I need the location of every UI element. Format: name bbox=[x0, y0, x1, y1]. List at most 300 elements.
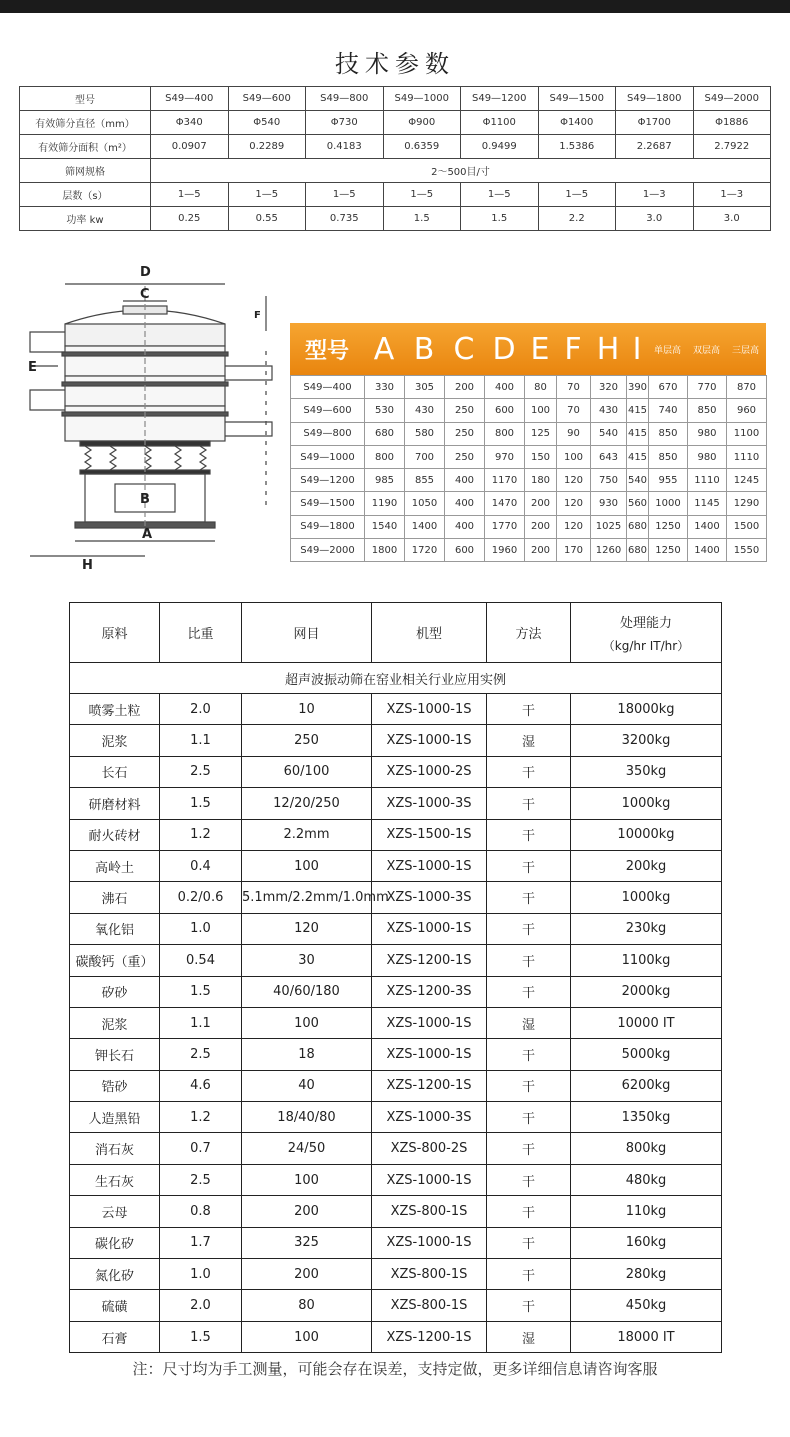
application-cell: 干 bbox=[487, 819, 571, 850]
application-row bbox=[70, 1133, 722, 1164]
dim-cell: 800 bbox=[485, 422, 525, 445]
spec-cell: 0.9499 bbox=[461, 135, 539, 159]
header-capacity-unit: （kg/hr IT/hr） bbox=[602, 638, 690, 653]
application-cell: XZS-1000-1S bbox=[372, 1227, 487, 1258]
spec-cell: Φ1886 bbox=[693, 111, 771, 135]
application-cell: 1.5 bbox=[160, 1321, 242, 1352]
application-cell: 干 bbox=[487, 756, 571, 787]
application-cell: XZS-1500-1S bbox=[372, 819, 487, 850]
dim-cell: 980 bbox=[688, 422, 727, 445]
dim-row bbox=[291, 515, 767, 538]
application-cell: 12/20/250 bbox=[242, 788, 372, 819]
dim-cell: 1025 bbox=[591, 515, 627, 538]
application-cell: 干 bbox=[487, 1290, 571, 1321]
dim-cell: 1500 bbox=[727, 515, 767, 538]
spec-cell: 3.0 bbox=[693, 207, 771, 231]
application-cell: 200 bbox=[242, 1196, 372, 1227]
application-cell: 湿 bbox=[487, 1321, 571, 1352]
spec-cell: 1—3 bbox=[693, 183, 771, 207]
dim-row bbox=[291, 539, 767, 562]
dim-cell: 970 bbox=[485, 445, 525, 468]
spec-table bbox=[19, 86, 771, 231]
dim-cell: 850 bbox=[649, 445, 688, 468]
spec-row-label: 型号 bbox=[20, 87, 151, 111]
dim-cell: 870 bbox=[727, 376, 767, 399]
dim-cell: 1960 bbox=[485, 539, 525, 562]
spec-cell: S49—800 bbox=[306, 87, 384, 111]
application-cell: XZS-1000-1S bbox=[372, 694, 487, 725]
application-cell: 2.5 bbox=[160, 1039, 242, 1070]
application-cell: XZS-1200-1S bbox=[372, 945, 487, 976]
application-cell: 0.2/0.6 bbox=[160, 882, 242, 913]
dim-cell: 670 bbox=[649, 376, 688, 399]
application-row bbox=[70, 694, 722, 725]
diagram-label-b: B bbox=[140, 492, 150, 507]
application-table-subtitle: 超声波振动筛在窑业相关行业应用实例 bbox=[70, 663, 722, 694]
spec-cell: Φ1100 bbox=[461, 111, 539, 135]
dim-cell: 100 bbox=[557, 445, 591, 468]
application-cell: 2.2mm bbox=[242, 819, 372, 850]
application-cell: XZS-1000-3S bbox=[372, 1102, 487, 1133]
application-cell: 3200kg bbox=[571, 725, 722, 756]
application-cell: 230kg bbox=[571, 913, 722, 944]
application-cell: 100 bbox=[242, 850, 372, 881]
application-cell: 60/100 bbox=[242, 756, 372, 787]
dim-header-f: F bbox=[564, 331, 582, 367]
application-cell: 干 bbox=[487, 1133, 571, 1164]
application-cell: 干 bbox=[487, 1259, 571, 1290]
application-cell: 10 bbox=[242, 694, 372, 725]
spec-cell: 0.735 bbox=[306, 207, 384, 231]
spec-cell: 1—5 bbox=[461, 183, 539, 207]
application-cell: 湿 bbox=[487, 1007, 571, 1038]
application-row bbox=[70, 1070, 722, 1101]
dim-cell: 680 bbox=[365, 422, 405, 445]
application-cell: 2.0 bbox=[160, 1290, 242, 1321]
dim-cell: 1145 bbox=[688, 492, 727, 515]
dim-cell: 415 bbox=[627, 445, 649, 468]
dim-cell: 850 bbox=[649, 422, 688, 445]
spec-row bbox=[20, 111, 771, 135]
application-cell: 锆砂 bbox=[70, 1070, 160, 1101]
application-cell: 硫磺 bbox=[70, 1290, 160, 1321]
application-cell: 10000kg bbox=[571, 819, 722, 850]
dim-cell: 200 bbox=[525, 539, 557, 562]
application-cell: 200 bbox=[242, 1259, 372, 1290]
dimension-table-header bbox=[290, 323, 766, 375]
application-cell: 1.7 bbox=[160, 1227, 242, 1258]
application-row bbox=[70, 788, 722, 819]
dim-header-a: A bbox=[373, 331, 395, 367]
dim-cell: 250 bbox=[445, 422, 485, 445]
dim-cell: 1400 bbox=[688, 515, 727, 538]
dim-cell: 1170 bbox=[485, 469, 525, 492]
application-cell: 1.0 bbox=[160, 913, 242, 944]
dim-cell: 1260 bbox=[591, 539, 627, 562]
spec-cell: 1.5 bbox=[461, 207, 539, 231]
application-cell: XZS-1000-3S bbox=[372, 882, 487, 913]
spec-cell: 1—5 bbox=[306, 183, 384, 207]
dim-header-c: C bbox=[453, 331, 475, 367]
dim-cell: 430 bbox=[591, 399, 627, 422]
dim-cell: 985 bbox=[365, 469, 405, 492]
application-cell: 24/50 bbox=[242, 1133, 372, 1164]
spec-cell: 3.0 bbox=[616, 207, 694, 231]
application-cell: 18000kg bbox=[571, 694, 722, 725]
application-cell: 100 bbox=[242, 1164, 372, 1195]
application-cell: 5.1mm/2.2mm/1.0mm bbox=[242, 882, 372, 913]
application-table bbox=[69, 602, 722, 1353]
application-cell: 30 bbox=[242, 945, 372, 976]
application-row bbox=[70, 756, 722, 787]
dim-cell: 680 bbox=[627, 539, 649, 562]
application-cell: 1.2 bbox=[160, 819, 242, 850]
application-cell: 0.54 bbox=[160, 945, 242, 976]
dim-row bbox=[291, 399, 767, 422]
spec-cell: 0.2289 bbox=[228, 135, 306, 159]
dim-cell: 770 bbox=[688, 376, 727, 399]
dim-cell: 170 bbox=[557, 539, 591, 562]
application-row bbox=[70, 819, 722, 850]
dim-cell: S49—1000 bbox=[291, 445, 365, 468]
dim-cell: 1720 bbox=[405, 539, 445, 562]
application-cell: 干 bbox=[487, 694, 571, 725]
header-density: 比重 bbox=[160, 603, 242, 663]
application-cell: 干 bbox=[487, 976, 571, 1007]
application-cell: 1.1 bbox=[160, 725, 242, 756]
application-cell: 1.5 bbox=[160, 788, 242, 819]
dim-cell: 1290 bbox=[727, 492, 767, 515]
application-cell: 干 bbox=[487, 788, 571, 819]
dim-cell: 1110 bbox=[727, 445, 767, 468]
application-cell: 云母 bbox=[70, 1196, 160, 1227]
dim-cell: 320 bbox=[591, 376, 627, 399]
dim-cell: 415 bbox=[627, 399, 649, 422]
application-cell: 18/40/80 bbox=[242, 1102, 372, 1133]
spec-cell: S49—2000 bbox=[693, 87, 771, 111]
application-cell: 110kg bbox=[571, 1196, 722, 1227]
dim-cell: 955 bbox=[649, 469, 688, 492]
dim-header-d: D bbox=[492, 331, 516, 367]
application-cell: 0.7 bbox=[160, 1133, 242, 1164]
application-cell: 沸石 bbox=[70, 882, 160, 913]
application-cell: 生石灰 bbox=[70, 1164, 160, 1195]
application-cell: 泥浆 bbox=[70, 1007, 160, 1038]
application-row bbox=[70, 1164, 722, 1195]
application-cell: 1000kg bbox=[571, 882, 722, 913]
application-cell: XZS-1000-1S bbox=[372, 1164, 487, 1195]
dim-cell: 1050 bbox=[405, 492, 445, 515]
dim-row bbox=[291, 445, 767, 468]
application-cell: 2.5 bbox=[160, 756, 242, 787]
spec-cell: 2.2 bbox=[538, 207, 616, 231]
application-cell: XZS-1200-3S bbox=[372, 976, 487, 1007]
application-cell: 0.4 bbox=[160, 850, 242, 881]
application-cell: 250 bbox=[242, 725, 372, 756]
application-cell: 矽砂 bbox=[70, 976, 160, 1007]
application-cell: 6200kg bbox=[571, 1070, 722, 1101]
application-cell: 80 bbox=[242, 1290, 372, 1321]
spec-cell: 1—3 bbox=[616, 183, 694, 207]
application-cell: XZS-1000-1S bbox=[372, 1007, 487, 1038]
application-table-subtitle-row bbox=[70, 663, 722, 694]
application-row bbox=[70, 1196, 722, 1227]
dim-header-height: 单层高 bbox=[653, 345, 681, 356]
application-cell: 120 bbox=[242, 913, 372, 944]
dim-cell: 750 bbox=[591, 469, 627, 492]
dim-cell: 1770 bbox=[485, 515, 525, 538]
dim-cell: 200 bbox=[525, 515, 557, 538]
header-model: 机型 bbox=[372, 603, 487, 663]
dim-cell: 400 bbox=[445, 515, 485, 538]
application-cell: 4.6 bbox=[160, 1070, 242, 1101]
dim-cell: 1550 bbox=[727, 539, 767, 562]
dim-cell: 250 bbox=[445, 445, 485, 468]
spec-row bbox=[20, 207, 771, 231]
dim-cell: 960 bbox=[727, 399, 767, 422]
application-cell: 2.5 bbox=[160, 1164, 242, 1195]
dim-cell: 540 bbox=[627, 469, 649, 492]
spec-row bbox=[20, 183, 771, 207]
application-row bbox=[70, 1259, 722, 1290]
application-cell: 干 bbox=[487, 945, 571, 976]
application-cell: XZS-1200-1S bbox=[372, 1321, 487, 1352]
diagram-label-f: F bbox=[254, 310, 261, 321]
dim-cell: 120 bbox=[557, 469, 591, 492]
application-cell: 干 bbox=[487, 1227, 571, 1258]
header-capacity-label: 处理能力 bbox=[619, 615, 672, 631]
dim-cell: 600 bbox=[445, 539, 485, 562]
application-cell: 1.1 bbox=[160, 1007, 242, 1038]
application-cell: 研磨材料 bbox=[70, 788, 160, 819]
application-row bbox=[70, 1290, 722, 1321]
spec-cell: Φ730 bbox=[306, 111, 384, 135]
dim-header-model: 型号 bbox=[304, 338, 349, 364]
header-material: 原料 bbox=[70, 603, 160, 663]
dim-cell: 415 bbox=[627, 422, 649, 445]
spec-cell: 1.5 bbox=[383, 207, 461, 231]
dim-cell: 1100 bbox=[727, 422, 767, 445]
application-cell: 1.2 bbox=[160, 1102, 242, 1133]
spec-row-label: 筛网规格 bbox=[20, 159, 151, 183]
dim-cell: 390 bbox=[627, 376, 649, 399]
dim-header-i: I bbox=[632, 331, 642, 367]
application-cell: 18000 IT bbox=[571, 1321, 722, 1352]
spec-cell: S49—1000 bbox=[383, 87, 461, 111]
dim-cell: 740 bbox=[649, 399, 688, 422]
spec-cell: Φ1700 bbox=[616, 111, 694, 135]
spec-row bbox=[20, 135, 771, 159]
application-cell: 干 bbox=[487, 1070, 571, 1101]
spec-cell: S49—600 bbox=[228, 87, 306, 111]
dim-cell: 400 bbox=[445, 469, 485, 492]
application-cell: 2.0 bbox=[160, 694, 242, 725]
spec-cell: Φ900 bbox=[383, 111, 461, 135]
diagram-label-d: D bbox=[140, 265, 151, 280]
application-cell: 氮化矽 bbox=[70, 1259, 160, 1290]
diagram-label-a: A bbox=[142, 527, 153, 542]
dim-cell: 540 bbox=[591, 422, 627, 445]
application-cell: 1100kg bbox=[571, 945, 722, 976]
dim-cell: 305 bbox=[405, 376, 445, 399]
diagram-label-h: H bbox=[82, 558, 93, 573]
application-row bbox=[70, 850, 722, 881]
spec-cell: S49—1500 bbox=[538, 87, 616, 111]
dim-cell: 180 bbox=[525, 469, 557, 492]
header-capacity bbox=[571, 603, 722, 663]
application-cell: 干 bbox=[487, 1196, 571, 1227]
application-row bbox=[70, 725, 722, 756]
dim-cell: 980 bbox=[688, 445, 727, 468]
application-cell: 200kg bbox=[571, 850, 722, 881]
application-cell: XZS-800-1S bbox=[372, 1290, 487, 1321]
application-cell: 氧化铝 bbox=[70, 913, 160, 944]
diagram-label-e: E bbox=[28, 360, 37, 375]
dim-cell: 1400 bbox=[405, 515, 445, 538]
dim-cell: 125 bbox=[525, 422, 557, 445]
application-row bbox=[70, 976, 722, 1007]
dim-cell: S49—800 bbox=[291, 422, 365, 445]
application-cell: 100 bbox=[242, 1007, 372, 1038]
application-row bbox=[70, 945, 722, 976]
application-cell: 干 bbox=[487, 850, 571, 881]
diagram-label-c: C bbox=[140, 287, 150, 302]
dim-header-height: 双层高 bbox=[692, 345, 720, 356]
application-cell: 325 bbox=[242, 1227, 372, 1258]
dimension-table bbox=[290, 323, 766, 562]
dim-cell: 90 bbox=[557, 422, 591, 445]
application-cell: XZS-1000-1S bbox=[372, 1039, 487, 1070]
dim-cell: 1470 bbox=[485, 492, 525, 515]
application-cell: XZS-800-1S bbox=[372, 1196, 487, 1227]
spec-cell: 1—5 bbox=[538, 183, 616, 207]
spec-cell: 2～500目/寸 bbox=[151, 159, 771, 183]
application-cell: 干 bbox=[487, 1164, 571, 1195]
dim-cell: 100 bbox=[525, 399, 557, 422]
application-cell: XZS-1000-1S bbox=[372, 850, 487, 881]
application-cell: 1350kg bbox=[571, 1102, 722, 1133]
spec-row-label: 功率 kw bbox=[20, 207, 151, 231]
spec-cell: S49—1200 bbox=[461, 87, 539, 111]
application-cell: 800kg bbox=[571, 1133, 722, 1164]
application-cell: 干 bbox=[487, 913, 571, 944]
application-cell: XZS-1000-3S bbox=[372, 788, 487, 819]
dim-cell: 250 bbox=[445, 399, 485, 422]
application-cell: 18 bbox=[242, 1039, 372, 1070]
dim-row bbox=[291, 469, 767, 492]
spec-cell: Φ1400 bbox=[538, 111, 616, 135]
application-row bbox=[70, 1321, 722, 1352]
spec-cell: 2.7922 bbox=[693, 135, 771, 159]
dim-cell: 1110 bbox=[688, 469, 727, 492]
dim-cell: 643 bbox=[591, 445, 627, 468]
application-cell: 480kg bbox=[571, 1164, 722, 1195]
dim-cell: 600 bbox=[485, 399, 525, 422]
dim-cell: 855 bbox=[405, 469, 445, 492]
dim-cell: 700 bbox=[405, 445, 445, 468]
header-mesh: 网目 bbox=[242, 603, 372, 663]
application-cell: 喷雾土粒 bbox=[70, 694, 160, 725]
page-title: 技术参数 bbox=[335, 50, 455, 78]
application-row bbox=[70, 882, 722, 913]
dim-cell: S49—400 bbox=[291, 376, 365, 399]
spec-cell: 0.25 bbox=[151, 207, 229, 231]
application-cell: XZS-1000-1S bbox=[372, 913, 487, 944]
dim-header-e: E bbox=[530, 331, 550, 367]
application-row bbox=[70, 1039, 722, 1070]
application-cell: XZS-1000-1S bbox=[372, 725, 487, 756]
application-cell: XZS-800-2S bbox=[372, 1133, 487, 1164]
dim-cell: 1800 bbox=[365, 539, 405, 562]
spec-cell: S49—1800 bbox=[616, 87, 694, 111]
application-cell: 1.0 bbox=[160, 1259, 242, 1290]
dim-cell: 400 bbox=[485, 376, 525, 399]
application-cell: 高岭土 bbox=[70, 850, 160, 881]
dim-cell: 120 bbox=[557, 515, 591, 538]
top-bar bbox=[0, 0, 790, 13]
dim-cell: 200 bbox=[445, 376, 485, 399]
dim-cell: 580 bbox=[405, 422, 445, 445]
dim-cell: 70 bbox=[557, 376, 591, 399]
application-table-header bbox=[70, 603, 722, 663]
dim-cell: S49—600 bbox=[291, 399, 365, 422]
application-cell: 人造黑铅 bbox=[70, 1102, 160, 1133]
spec-row bbox=[20, 159, 771, 183]
dim-cell: 150 bbox=[525, 445, 557, 468]
spec-cell: Φ540 bbox=[228, 111, 306, 135]
application-row bbox=[70, 1007, 722, 1038]
dim-row bbox=[291, 492, 767, 515]
application-cell: 石膏 bbox=[70, 1321, 160, 1352]
spec-row-label: 层数（s） bbox=[20, 183, 151, 207]
dim-cell: 80 bbox=[525, 376, 557, 399]
application-cell: 40 bbox=[242, 1070, 372, 1101]
spec-cell: 1—5 bbox=[383, 183, 461, 207]
application-cell: 长石 bbox=[70, 756, 160, 787]
spec-row bbox=[20, 87, 771, 111]
spec-cell: Φ340 bbox=[151, 111, 229, 135]
dim-cell: 400 bbox=[445, 492, 485, 515]
dim-cell: 1250 bbox=[649, 515, 688, 538]
application-cell: 0.8 bbox=[160, 1196, 242, 1227]
application-cell: 2000kg bbox=[571, 976, 722, 1007]
application-cell: 干 bbox=[487, 1102, 571, 1133]
application-cell: 160kg bbox=[571, 1227, 722, 1258]
spec-cell: 0.0907 bbox=[151, 135, 229, 159]
application-cell: 干 bbox=[487, 882, 571, 913]
application-cell: XZS-800-1S bbox=[372, 1259, 487, 1290]
application-cell: 5000kg bbox=[571, 1039, 722, 1070]
spec-cell: 2.2687 bbox=[616, 135, 694, 159]
spec-cell: 1—5 bbox=[151, 183, 229, 207]
application-cell: 350kg bbox=[571, 756, 722, 787]
dim-header-b: B bbox=[413, 331, 435, 367]
application-row bbox=[70, 1102, 722, 1133]
dim-cell: 850 bbox=[688, 399, 727, 422]
application-cell: 湿 bbox=[487, 725, 571, 756]
application-cell: 碳化矽 bbox=[70, 1227, 160, 1258]
application-cell: 钾长石 bbox=[70, 1039, 160, 1070]
application-cell: 1.5 bbox=[160, 976, 242, 1007]
application-cell: 40/60/180 bbox=[242, 976, 372, 1007]
sieve-dimension-diagram bbox=[10, 256, 280, 576]
application-cell: 碳酸钙（重） bbox=[70, 945, 160, 976]
dim-cell: 560 bbox=[627, 492, 649, 515]
spec-row-label: 有效筛分直径（mm） bbox=[20, 111, 151, 135]
dim-header-h: H bbox=[596, 331, 620, 367]
dim-cell: 530 bbox=[365, 399, 405, 422]
application-cell: 耐火砖材 bbox=[70, 819, 160, 850]
